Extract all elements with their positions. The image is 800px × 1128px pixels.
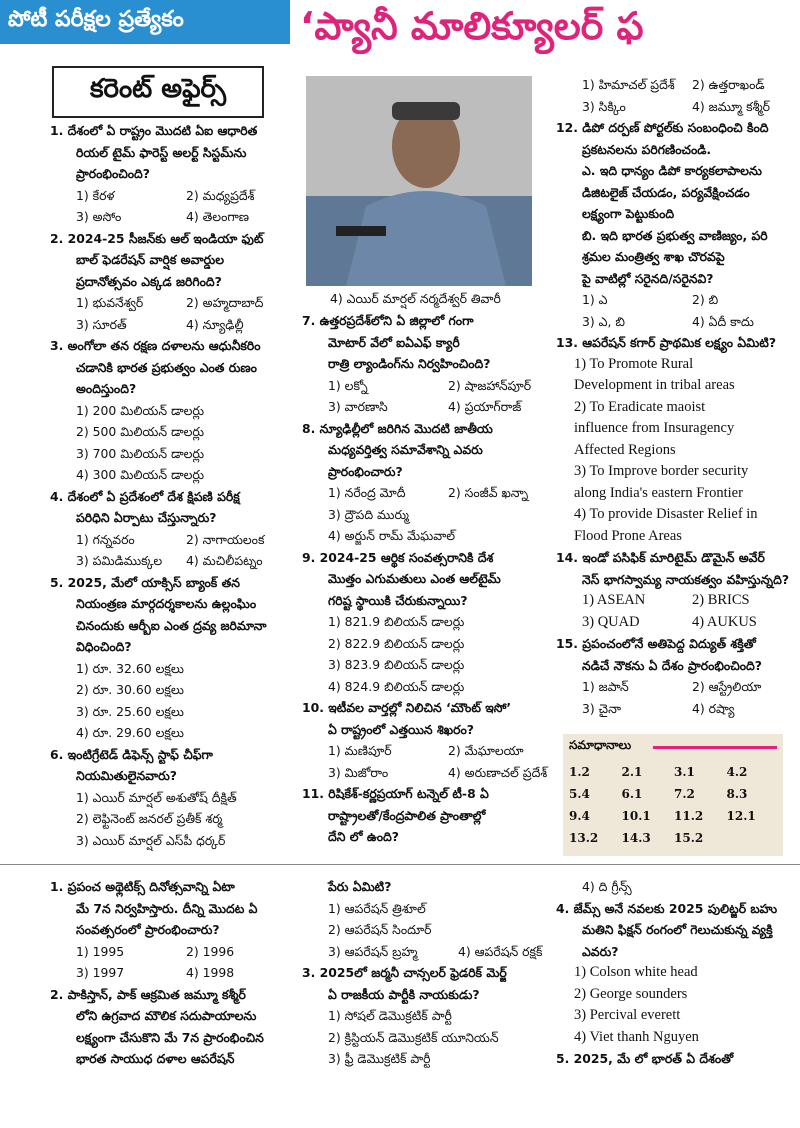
question: 7. ఉత్తరప్రదేశ్‌లోని ఏ జిల్లాలో గంగా	[302, 313, 474, 328]
option: 4) తెలంగాణ	[186, 209, 250, 224]
photo-caption: 4) ఎయిర్ మార్షల్ నర్మదేశ్వర్ తివారీ	[330, 291, 501, 306]
option-row	[50, 550, 300, 572]
option: Development in tribal areas	[574, 377, 735, 393]
option: 3) పమిడిముక్కల	[76, 553, 163, 568]
option-row	[556, 676, 800, 698]
option: 3) 700 మిలియన్ డాలర్లు	[76, 445, 205, 461]
question: 11. రిషికేశ్-కర్ణప్రయాగ్ టన్నెల్ టీ-8 ఏ	[302, 786, 489, 801]
section-divider	[0, 864, 800, 865]
question-text: దేని లో ఉంది?	[328, 829, 399, 844]
option: 4) ఆపరేషన్ రక్షక్	[458, 943, 543, 959]
option: Affected Regions	[574, 441, 676, 458]
question-text: రియల్ టైమ్ ఫారెస్ట్ అలర్ట్ సిస్టమ్‌ను	[76, 144, 247, 160]
question-text: ఏ రాజకీయ పార్టీకి నాయకుడు?	[328, 986, 480, 1002]
option: 1) ఆపరేషన్ త్రిశూల్	[328, 900, 426, 916]
option-row	[50, 962, 300, 984]
question: 8. న్యూఢిల్లీలో జరిగిన మొదటి జాతీయ	[302, 420, 493, 436]
option-row	[302, 740, 560, 762]
option: 2) George sounders	[574, 985, 688, 1002]
question-text: బాల్ ఫెడరేషన్ వార్షిక అవార్డుల	[76, 252, 224, 267]
option-row	[302, 762, 560, 784]
option: 1) ఎయిర్ మార్షల్ అశుతోష్ దీక్షిత్	[76, 789, 237, 805]
question: 4. జేమ్స్ అనే నవలకు 2025 పులిట్జర్ బహు	[556, 900, 778, 916]
option: 4) న్యూఢిల్లీ	[186, 316, 244, 332]
option-row	[50, 292, 300, 314]
option: 1) 200 మిలియన్ డాలర్లు	[76, 402, 205, 418]
question-text: పేరు ఏమిటి?	[328, 879, 392, 894]
answer-item: 6.1	[621, 787, 643, 801]
option: 4) 824.9 బిలియన్ డాలర్లు	[328, 678, 465, 694]
section-banner: పోటీ పరీక్షల ప్రత్యేకం	[0, 0, 290, 44]
option: 3) ద్రౌపది ముర్ము	[328, 506, 409, 522]
option: 4) జమ్మూ కశ్మీర్	[692, 98, 771, 114]
question-text: మధ్యవర్తిత్వ సమావేశాన్ని ఎవరు	[328, 442, 483, 457]
option: 4) అరుణాచల్ ప్రదేశ్	[448, 764, 548, 780]
question: 3. 2025లో జర్మనీ చాన్సలర్ ఫ్రెడరిక్ మెర్జ్	[302, 965, 507, 980]
option: 1) కేరళ	[76, 187, 115, 203]
option: 2) మధ్యప్రదేశ్	[186, 187, 255, 203]
answer-item: 8.3	[726, 787, 748, 801]
question-text: రాష్ట్రాలతో/కేంద్రపాలిత ప్రాంతాల్లో	[328, 807, 486, 823]
question-text: చడానికి భారత ప్రభుత్వం ఎంత రుణం	[76, 359, 257, 375]
option: 1) హిమాచల్ ప్రదేశ్	[582, 77, 675, 92]
question-text: లోని ఉగ్రవాద మౌలిక సదుపాయాలను	[76, 1008, 257, 1023]
question: 4. దేశంలో ఏ ప్రదేశంలో దేశ క్షిపణి పరీక్ష	[50, 488, 240, 504]
option: 2) బి	[692, 292, 719, 307]
answer-grid	[569, 762, 779, 848]
question: 6. ఇంటిగ్రేటెడ్ డిఫెన్స్ స్టాఫ్ చీఫ్‌గా	[50, 746, 213, 762]
answer-item: 15.2	[674, 831, 704, 845]
column-3	[556, 74, 800, 719]
option: 4) రూ. 29.60 లక్షలు	[76, 725, 184, 740]
option-row	[50, 941, 300, 963]
option: 1) Colson white head	[574, 964, 698, 980]
answer-item: 2.1	[621, 765, 643, 779]
option: 1) మణిపూర్	[328, 743, 392, 758]
column-1	[50, 120, 300, 851]
option: 1) లక్నో	[328, 377, 368, 393]
question-text: బి. ఇది భారత ప్రభుత్వ వాణిజ్యం, పరి	[582, 227, 768, 243]
option: 3) మిజోరాం	[328, 764, 389, 780]
answer-item: 12.1	[726, 809, 756, 823]
option: 4) ది గ్రీన్స్	[582, 879, 632, 894]
option: 3) సూరత్	[76, 316, 127, 332]
question-text: చినందుకు ఆర్బీఐ ఎంత ద్రవ్య జరిమానా	[76, 617, 267, 633]
option: 3) చైనా	[582, 700, 621, 716]
option-row	[50, 206, 300, 228]
option: 4) To provide Disaster Relief in	[574, 506, 758, 522]
option: 3) అసోం	[76, 209, 122, 224]
option: 1) ASEAN	[582, 592, 646, 608]
answer-item: 3.1	[674, 765, 695, 779]
bottom-column-1	[50, 876, 300, 1070]
answer-item: 11.2	[674, 809, 704, 823]
option: 3) Percival everett	[574, 1007, 681, 1023]
question-text: ప్రదానోత్సవం ఎక్కడ జరిగింది?	[76, 273, 222, 289]
option: 2) 500 మిలియన్ డాలర్లు	[76, 424, 205, 439]
option-row	[302, 941, 560, 963]
option: 2) లెఫ్టినెంట్ జనరల్ ప్రతీక్ శర్మ	[76, 811, 223, 826]
question: 12. డిపో దర్పణ్ పోర్టల్‌కు సంబంధించి కింది	[556, 120, 769, 135]
answer-item: 14.3	[621, 831, 651, 845]
option: 4) AUKUS	[692, 613, 757, 630]
section-title: కరెంట్ అఫైర్స్	[52, 66, 264, 118]
option-row	[556, 74, 800, 96]
option: 1) రూ. 32.60 లక్షలు	[76, 660, 184, 676]
option-row	[302, 482, 560, 504]
option: 3) 823.9 బిలియన్ డాలర్లు	[328, 657, 465, 672]
option: influence from Insuragency	[574, 420, 735, 436]
option: 2) రూ. 30.60 లక్షలు	[76, 682, 184, 697]
option: 2) నాగాయలంక	[186, 531, 265, 547]
question: 5. 2025, మేలో యాక్సిస్ బ్యాంక్ తన	[50, 574, 240, 590]
bottom-column-2	[302, 876, 560, 1070]
option: 3) ఫ్రీ డెమొక్రటిక్ పార్టీ	[328, 1051, 431, 1066]
officer-photo	[306, 76, 532, 286]
option: 4) ఏదీ కాదు	[692, 313, 754, 329]
option: 1) జపాన్	[582, 679, 629, 694]
question-text: ప్రకటనలను పరిగణించండి.	[582, 141, 712, 157]
question-text: విధించింది?	[76, 639, 132, 654]
answer-item: 13.2	[569, 831, 599, 845]
column-2	[302, 310, 560, 848]
answer-item: 5.4	[569, 787, 590, 801]
option: 3) ఎయిర్ మార్షల్ ఎస్‌పీ ధర్కర్	[76, 832, 226, 848]
option: 1) సోషల్ డెమొక్రటిక్ పార్టీ	[328, 1008, 452, 1023]
question-text: లక్ష్యంగా చేసుకొని మే 7న ప్రారంభించిన	[76, 1029, 264, 1045]
option-row	[50, 529, 300, 551]
question-text: ప్రారంభించింది?	[76, 166, 150, 181]
question-text: శ్రమల మంత్రిత్వ శాఖ చొరవపై	[582, 249, 725, 264]
option-row	[556, 698, 800, 720]
option: 3) వారణాసి	[328, 399, 388, 414]
option: 3) 1997	[76, 965, 125, 980]
option-row	[556, 590, 800, 612]
question-text: లక్ష్యంగా పెట్టుకుంది	[582, 206, 675, 221]
option: 3) QUAD	[582, 613, 640, 630]
question-text: ప్రారంభించారు?	[328, 463, 403, 479]
question: 14. ఇండో పసిఫిక్ మారిటైమ్ డొమైన్ అవేర్	[556, 550, 765, 565]
option-row	[50, 185, 300, 207]
page-headline: ‘ప్యానీ మాలిక్యూలర్ ఫ	[300, 4, 644, 48]
option: 2) BRICS	[692, 592, 750, 608]
question: 10. ఇటీవల వార్తల్లో నిలిచిన ‘మౌంట్ ఇసో’	[302, 700, 512, 715]
option: 2) అహ్మదాబాద్	[186, 295, 264, 310]
question: 2. పాకిస్తాన్, పాక్ ఆక్రమిత జమ్మూ కశ్మీర్	[50, 986, 246, 1002]
option-row	[556, 289, 800, 311]
question-text: పరిధిని ఏర్పాటు చేస్తున్నారు?	[76, 510, 217, 525]
question: 2. 2024-25 సీజన్‌కు ఆల్ ఇండియా ఫుట్	[50, 230, 264, 246]
answer-item: 7.2	[674, 787, 695, 801]
question-text: ఎవరు?	[582, 943, 619, 959]
question: 13. ఆపరేషన్ కగార్ ప్రాథమిక లక్ష్యం ఏమిటి?	[556, 335, 777, 350]
bottom-column-3	[556, 876, 800, 1070]
option-row	[302, 375, 560, 397]
option: 1) నరేంద్ర మోదీ	[328, 485, 406, 500]
option: 4) ప్రయాగ్‌రాజ్	[448, 399, 522, 414]
option: 3) రూ. 25.60 లక్షలు	[76, 703, 184, 719]
answer-item: 10.1	[621, 809, 651, 823]
question-text: ఏ రాష్ట్రంలో ఎత్తయిన శిఖరం?	[328, 721, 474, 737]
option: 4) 1998	[186, 965, 235, 980]
answer-key	[563, 734, 783, 856]
option: 1) ఎ	[582, 292, 608, 307]
option: Flood Prone Areas	[574, 527, 682, 544]
question-text: పై వాటిల్లో సరైనది/సరైనవి?	[582, 270, 714, 286]
option-row	[556, 311, 800, 333]
question-text: సంవత్సరంలో ప్రారంభించారు?	[76, 922, 220, 937]
question-text: గరిష్ట స్థాయికి చేరుకున్నాయి?	[328, 592, 468, 608]
question-text: మతిని ఫిక్షన్ రంగంలో గెలుచుకున్న వ్యక్తి	[582, 922, 773, 937]
option: 2) షాజహాన్‌పూర్	[448, 377, 532, 393]
option: 1) 821.9 బిలియన్ డాలర్లు	[328, 614, 465, 629]
question-text: నియంత్రణ మార్గదర్శకాలను ఉల్లంఘిం	[76, 596, 257, 611]
option-row	[50, 314, 300, 336]
option: 2) సంజీవ్ ఖన్నా	[448, 485, 529, 500]
question: 1. దేశంలో ఏ రాష్ట్రం మొదటి ఏఐ ఆధారిత	[50, 123, 258, 138]
option-row	[302, 396, 560, 418]
option-row	[556, 612, 800, 634]
question-text: భారత సాయుధ దళాల ఆపరేషన్	[76, 1051, 235, 1066]
option: 2) క్రిస్టియన్ డెమొక్రటిక్ యూనియన్	[328, 1029, 499, 1045]
answer-key-title: సమాధానాలు	[569, 738, 632, 752]
option: along India's eastern Frontier	[574, 484, 743, 501]
question-text: మే 7న నిర్వహిస్తారు. దీన్ని మొదట ఏ	[76, 900, 258, 916]
question-text: అందిస్తుంది?	[76, 381, 137, 396]
question-text: డిజిటలైజ్ చేయడం, పర్యవేక్షించడం	[582, 184, 750, 200]
option: 1) 1995	[76, 943, 125, 959]
option: 3) To Improve border security	[574, 463, 749, 479]
option: 3) సిక్కిం	[582, 98, 626, 114]
answer-item: 9.4	[569, 809, 590, 823]
question-text: మొత్తం ఎగుమతులు ఎంత ఆల్‌టైమ్	[328, 571, 501, 586]
question: 9. 2024-25 ఆర్థిక సంవత్సరానికి దేశ	[302, 549, 494, 565]
option: 3) ఎ, బి	[582, 313, 625, 329]
answer-item: 1.2	[569, 765, 590, 779]
question: 5. 2025, మే లో భారత్ ఏ దేశంతో	[556, 1051, 734, 1066]
option: 4) రష్యా	[692, 700, 735, 716]
option: 2) 822.9 బిలియన్ డాలర్లు	[328, 635, 465, 651]
question: 15. ప్రపంచంలోనే అతిపెద్ద విద్యుత్ శక్తితో	[556, 636, 756, 651]
option: 4) Viet thanh Nguyen	[574, 1028, 699, 1045]
question-text: నెస్ భాగస్వామ్య నాయకత్వం వహిస్తున్నది?	[582, 571, 790, 587]
question: 3. అంగోలా తన రక్షణ దళాలను ఆధునీకరిం	[50, 338, 261, 353]
question-text: నడిచే నౌకను ఏ దేశం ప్రారంభించింది?	[582, 657, 762, 673]
option: 2) ఉత్తరాఖండ్	[692, 77, 765, 92]
question-text: మోటార్ వేలో ఐఏఎఫ్ క్యారీ	[328, 334, 460, 350]
option: 1) To Promote Rural	[574, 355, 694, 372]
option: 4) మచిలీపట్నం	[186, 553, 263, 568]
option: 2) ఆస్ట్రేలియా	[692, 679, 762, 694]
option: 1) భువనేశ్వర్	[76, 295, 144, 310]
question-text: రాత్రి ల్యాండింగ్‌ను నిర్వహించింది?	[328, 356, 491, 371]
option: 2) To Eradicate maoist	[574, 398, 706, 415]
option: 4) 300 మిలియన్ డాలర్లు	[76, 467, 205, 482]
question-text: నియమితులైనవారు?	[76, 768, 177, 783]
option: 3) ఆపరేషన్ బ్రహ్మ	[328, 943, 418, 959]
option: 1) గన్నవరం	[76, 531, 135, 547]
answer-key-rule	[653, 746, 777, 749]
option: 2) ఆపరేషన్ సిందూర్	[328, 922, 432, 937]
option: 4) అర్జున్ రామ్ మేఘవాల్	[328, 528, 456, 543]
answer-item: 4.2	[726, 765, 748, 779]
question: 1. ప్రపంచ అథ్లెటిక్స్ దినోత్సవాన్ని ఏటా	[50, 879, 235, 894]
option-row	[556, 96, 800, 118]
option: 2) 1996	[186, 943, 235, 959]
question-text: ఎ. ఇది ధాన్యం డిపో కార్యకలాపాలను	[582, 163, 762, 178]
option: 2) మేఘాలయా	[448, 743, 524, 758]
